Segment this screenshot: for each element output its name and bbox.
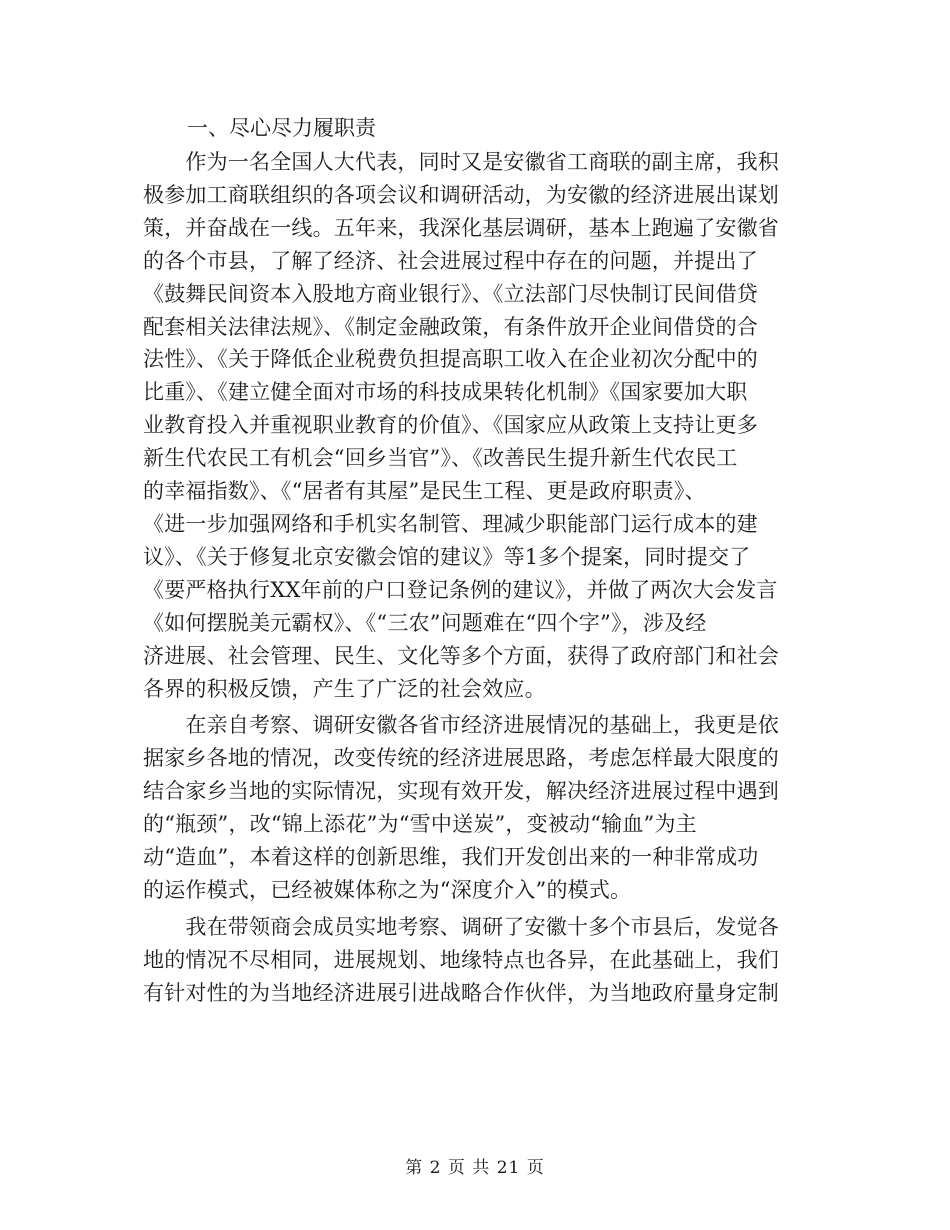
text-line: 业教育投入并重视职业教育的价值》、《国家应从政策上支持让更多 <box>143 413 758 438</box>
text-line: 在亲自考察、调研安徽各省市经济进展情况的基础上，我更是依 <box>143 713 779 738</box>
text-line: 的运作模式，已经被媒体称之为“深度介入”的模式。 <box>143 877 632 902</box>
text-line: 我在带领商会成员实地考察、调研了安徽十多个市县后，发觉各 <box>143 914 779 939</box>
text-line: 极参加工商联组织的各项会议和调研活动，为安徽的经济进展出谋划 <box>143 182 779 207</box>
text-line: 新生代农民工有机会“回乡当官”》、《改善民生提升新生代农民工 <box>143 446 738 471</box>
text-line: 《如何摆脱美元霸权》、《“三农”问题难在“四个字”》，涉及经 <box>143 610 707 635</box>
text-line: 《进一步加强网络和手机实名制管、理减少职能部门运行成本的建 <box>143 511 758 536</box>
text-line: 策，并奋战在一线。五年来，我深化基层调研，基本上跑遍了安徽省 <box>143 215 779 240</box>
text-line: 的各个市县，了解了经济、社会进展过程中存在的问题，并提出了 <box>143 248 758 273</box>
text-line: 结合家乡当地的实际情况，实现有效开发，解决经济进展过程中遇到 <box>143 779 779 804</box>
text-line: 比重》、《建立健全面对市场的科技成果转化机制》《国家要加大职 <box>143 380 748 405</box>
text-line: 作为一名全国人大代表，同时又是安徽省工商联的副主席，我积 <box>143 150 779 174</box>
page-footer: 第 2 页 共 21 页 <box>405 1158 545 1178</box>
text-line: 有针对性的为当地经济进展引进战略合作伙伴，为当地政府量身定制 <box>143 980 779 1005</box>
text-line: 法性》、《关于降低企业税费负担提高职工收入在企业初次分配中的 <box>143 347 758 372</box>
document-page <box>143 112 803 1014</box>
section-heading: 一、尽心尽力履职责 <box>187 116 376 140</box>
text-line: 各界的积极反馈，产生了广泛的社会效应。 <box>143 676 546 701</box>
text-line: 动“造血”，本着这样的创新思维，我们开发创出来的一种非常成功 <box>143 845 759 870</box>
text-line: 《鼓舞民间资本入股地方商业银行》、《立法部门尽快制订民间借贷 <box>143 281 758 306</box>
text-line: 《要严格执行XX年前的户口登记条例的建议》，并做了两次大会发言 <box>143 577 778 602</box>
paragraph <box>143 911 803 1010</box>
text-line: 据家乡各地的情况，改变传统的经济进展思路，考虑怎样最大限度的 <box>143 746 779 771</box>
text-line: 配套相关法律法规》、《制定金融政策，有条件放开企业间借贷的合 <box>143 314 758 339</box>
text-line: 地的情况不尽相同，进展规划、地缘特点也各异，在此基础上，我们 <box>143 947 779 972</box>
document-body <box>143 146 803 1010</box>
paragraph <box>143 146 803 705</box>
text-line: 济进展、社会管理、民生、文化等多个方面，获得了政府部门和社会 <box>143 643 779 668</box>
text-line: 的幸福指数》、《“居者有其屋”是民生工程、更是政府职责》、 <box>143 479 706 504</box>
paragraph <box>143 709 803 906</box>
text-line: 议》、《关于修复北京安徽会馆的建议》等1多个提案，同时提交了 <box>143 544 751 569</box>
text-line: 的“瓶颈”，改“锦上添花”为“雪中送炭”，变被动“输血”为主 <box>143 812 697 837</box>
